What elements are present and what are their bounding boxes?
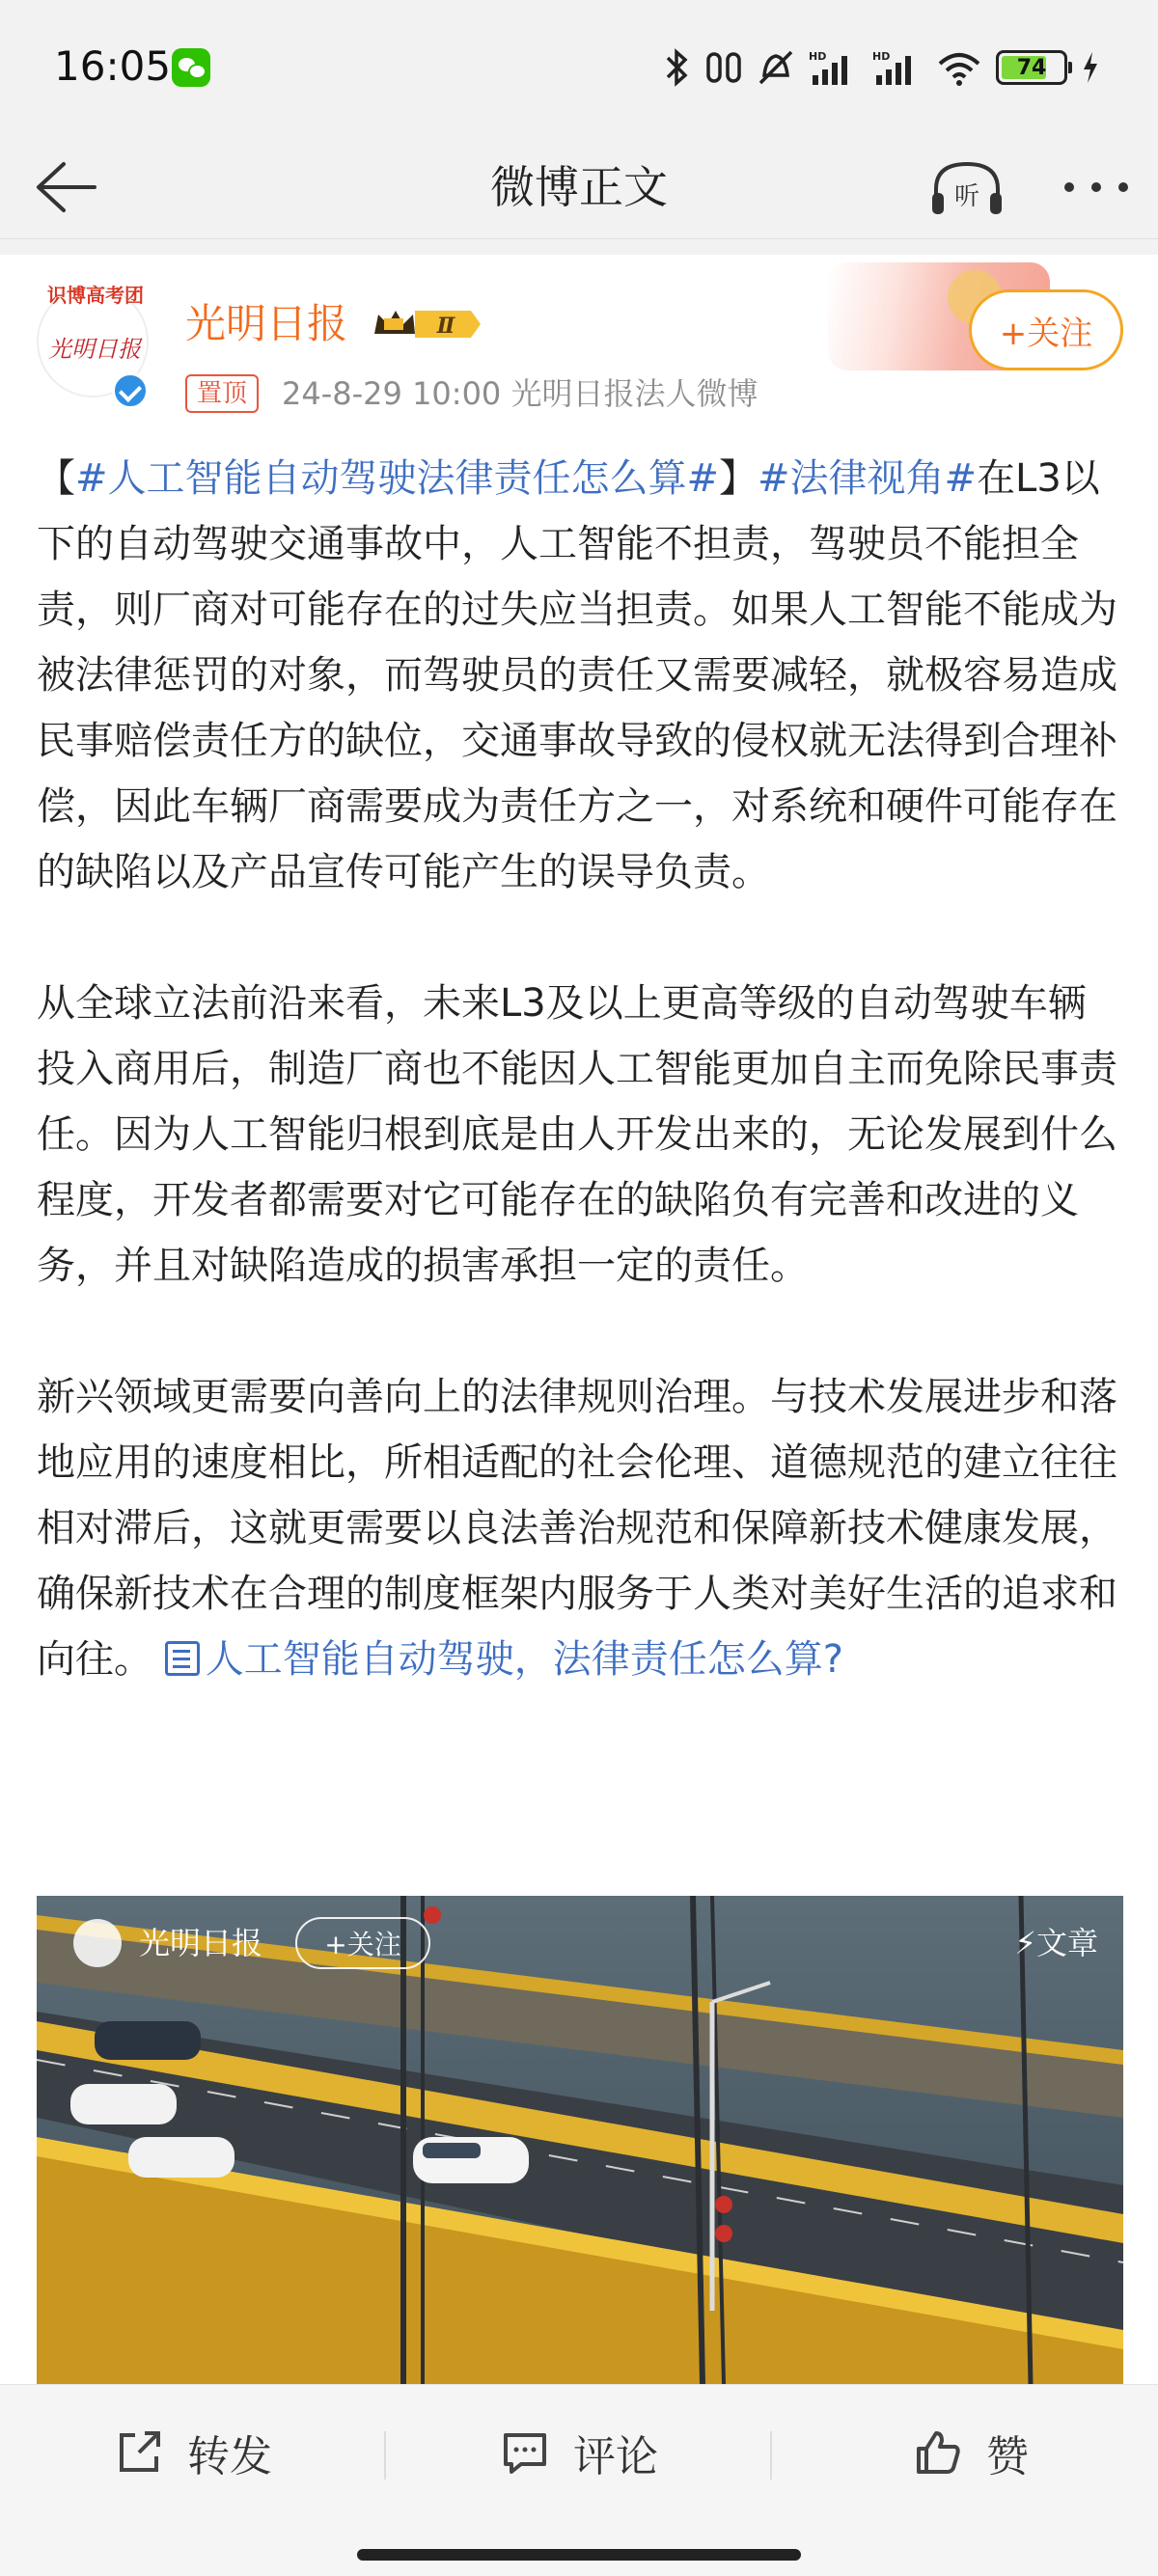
post-paragraph — [37, 446, 1123, 905]
pinned-tag: 置顶 — [185, 374, 259, 413]
comment-icon — [500, 2427, 550, 2478]
section-divider — [0, 239, 1158, 255]
article-link-text: 人工智能自动驾驶，法律责任怎么算? — [205, 1637, 843, 1682]
signal-hd-icon — [872, 48, 923, 87]
verified-badge-icon — [112, 372, 149, 409]
divider — [770, 2431, 772, 2480]
listen-headphones-icon[interactable] — [928, 158, 1006, 218]
avatar-banner-text: 识博高考团 — [47, 284, 144, 307]
comment-button[interactable] — [500, 2385, 658, 2520]
topic-tag-link[interactable]: #法律视角# — [758, 456, 978, 501]
paragraph-text: 新兴领域更需要向善向上的法律规则治理。与技术发展进步和落地应用的速度相比，所相适配的社会伦理、道德规范的建立往往相对滞后，这就更需要以良法善治规范和保障新技术健康发展，确保新技术在合理的制度框架内服务于人类对美好生活的追求和向往。 — [37, 1375, 1117, 1682]
like-button[interactable] — [913, 2385, 1029, 2520]
post-body — [37, 446, 1123, 1692]
status-bar — [0, 0, 1158, 135]
svg-text:HD: HD — [872, 50, 891, 63]
home-indicator[interactable] — [357, 2549, 801, 2561]
page-title: 微博正文 — [490, 161, 668, 213]
video-article-label: ⚡文章 — [1014, 1925, 1098, 1961]
topic-tag-link[interactable]: #人工智能自动驾驶法律责任怎么算# — [75, 456, 720, 501]
status-icons — [664, 44, 1100, 91]
svg-text:HD: HD — [809, 50, 827, 63]
avatar-logo-text: 光明日报 — [48, 336, 141, 363]
bluetooth-icon — [664, 48, 691, 87]
divider — [384, 2431, 386, 2480]
bottom-action-bar — [0, 2384, 1158, 2576]
listen-label: 听 — [953, 182, 980, 211]
article-link[interactable] — [165, 1637, 843, 1682]
post-paragraph — [37, 1364, 1123, 1692]
comment-label: 评论 — [573, 2432, 658, 2481]
bracket-close: 】 — [719, 456, 758, 501]
post-meta: 24-8-29 10:00 光明日报法人微博 — [282, 375, 758, 412]
repost-button[interactable] — [114, 2385, 272, 2520]
vip-crown-badge-icon — [371, 305, 482, 343]
author-name[interactable]: 光明日报 — [185, 300, 348, 347]
video-follow-button[interactable]: +关注 — [295, 1917, 430, 1969]
status-time: 16:05 — [54, 42, 172, 90]
post-paragraph: 从全球立法前沿来看，未来L3及以上更高等级的自动驾驶车辆投入商用后，制造厂商也不能因人工智能更加自主而免除民事责任。因为人工智能归根到底是由人开发出来的，无论发展到什么程度，开发者都需要对它可能存在的缺陷负有完善和改进的义务，并且对缺陷造成的损害承担一定的责任。 — [37, 981, 1117, 1288]
signal-hd-icon — [809, 48, 859, 87]
battery-percent: 74 — [1016, 55, 1047, 80]
nav-bar — [0, 135, 1158, 239]
video-author-name[interactable]: 光明日报 — [139, 1925, 263, 1961]
earbuds-icon — [704, 48, 743, 87]
video-author-avatar[interactable] — [73, 1919, 122, 1967]
more-options-icon[interactable] — [1058, 158, 1135, 216]
mute-icon — [757, 48, 795, 87]
wechat-icon — [172, 48, 210, 87]
vip-level: Ⅱ — [436, 314, 455, 339]
battery-icon — [996, 50, 1067, 85]
video-card[interactable] — [37, 1896, 1123, 2384]
thumbs-up-icon — [913, 2427, 963, 2478]
repost-label: 转发 — [187, 2432, 272, 2481]
article-icon — [165, 1641, 200, 1676]
bracket-open: 【 — [37, 456, 75, 501]
wifi-icon — [936, 48, 982, 87]
follow-button[interactable]: +关注 — [969, 289, 1123, 370]
charging-icon — [1081, 48, 1100, 87]
bridge-video-thumbnail — [37, 1896, 1123, 2384]
repost-icon — [114, 2427, 164, 2478]
like-label: 赞 — [986, 2432, 1029, 2481]
paragraph-text: 在L3以下的自动驾驶交通事故中，人工智能不担责，驾驶员不能担全责，则厂商对可能存在的过失应当担责。如果人工智能不能成为被法律惩罚的对象，而驾驶员的责任又需要减轻，就极容易造成民事赔偿责任方的缺位，交通事故导致的侵权就无法得到合理补偿，因此车辆厂商需要成为责任方之一，对系统和硬件可能存在的缺陷以及产品宣传可能产生的误导负责。 — [37, 456, 1117, 894]
